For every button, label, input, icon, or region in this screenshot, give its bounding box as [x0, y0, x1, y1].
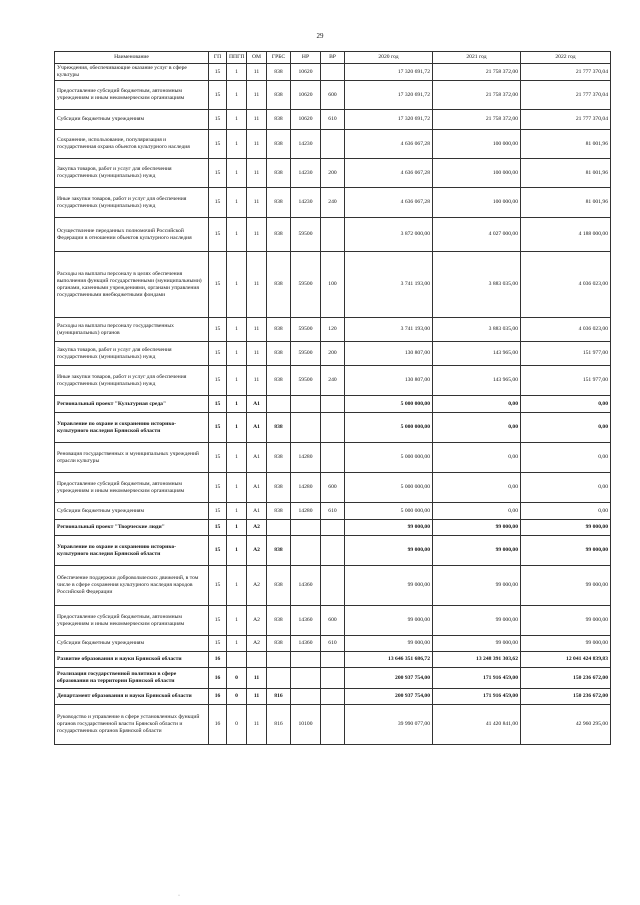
cell-grbs: 838 [267, 188, 291, 218]
cell-grbs [267, 520, 291, 536]
cell-nr: 14360 [291, 636, 321, 652]
cell-nr: 59500 [291, 366, 321, 396]
table-row [55, 64, 611, 81]
cell-om: A1 [247, 413, 267, 443]
cell-2022: 99 000,00 [521, 606, 611, 636]
cell-gp: 15 [209, 443, 227, 473]
cell-name: Управление по охране и сохранению историко-культурного наследия Брянской области [55, 413, 209, 443]
cell-name: Сохранение, использование, популяризация и государственная охрана объектов культурного наследия [55, 130, 209, 159]
cell-2022: 99 000,00 [521, 566, 611, 606]
cell-2020: 5 000 000,00 [345, 443, 433, 473]
cell-2022: 21 777 370,04 [521, 64, 611, 81]
cell-gp: 15 [209, 566, 227, 606]
table-row [55, 503, 611, 520]
table-row [55, 606, 611, 636]
cell-2020: 99 000,00 [345, 536, 433, 566]
cell-vr [321, 130, 345, 159]
cell-gp: 15 [209, 520, 227, 536]
table-row [55, 652, 611, 668]
cell-2020: 200 937 754,00 [345, 689, 433, 705]
cell-grbs: 838 [267, 130, 291, 159]
cell-gp: 15 [209, 318, 227, 342]
cell-2022: 4 036 023,00 [521, 252, 611, 318]
cell-2021: 99 000,00 [433, 536, 521, 566]
cell-2020: 99 000,00 [345, 606, 433, 636]
header-om: ОМ [247, 52, 267, 64]
cell-vr [321, 443, 345, 473]
cell-2022: 81 001,96 [521, 130, 611, 159]
cell-gp: 15 [209, 64, 227, 81]
table-row [55, 81, 611, 110]
cell-om: 11 [247, 318, 267, 342]
cell-ppgp: 1 [227, 81, 247, 110]
cell-nr: 10620 [291, 64, 321, 81]
cell-2021: 3 883 035,00 [433, 252, 521, 318]
cell-om: 11 [247, 218, 267, 252]
cell-ppgp: 0 [227, 668, 247, 689]
cell-ppgp: 1 [227, 252, 247, 318]
cell-name: Субсидии бюджетным учреждениям [55, 503, 209, 520]
cell-2021: 171 916 459,00 [433, 689, 521, 705]
cell-name: Закупка товаров, работ и услуг для обеспечения государственных (муниципальных) нужд [55, 342, 209, 366]
table-row [55, 342, 611, 366]
cell-2020: 17 320 691,72 [345, 110, 433, 130]
cell-ppgp: 1 [227, 342, 247, 366]
cell-grbs: 838 [267, 473, 291, 503]
cell-2020: 3 872 000,00 [345, 218, 433, 252]
cell-ppgp: 1 [227, 366, 247, 396]
cell-gp: 16 [209, 705, 227, 745]
cell-gp: 15 [209, 636, 227, 652]
cell-2022: 4 036 023,00 [521, 318, 611, 342]
cell-name: Реализация государственной политики в сфере образования на территории Брянской области [55, 668, 209, 689]
cell-gp: 16 [209, 689, 227, 705]
cell-2022: 0,00 [521, 473, 611, 503]
cell-2022: 21 777 370,04 [521, 110, 611, 130]
cell-nr: 59500 [291, 252, 321, 318]
cell-2021: 100 000,00 [433, 130, 521, 159]
cell-2022: 0,00 [521, 503, 611, 520]
cell-om: 11 [247, 81, 267, 110]
cell-name: Иные закупки товаров, работ и услуг для обеспечения государственных (муниципальных) нужд [55, 188, 209, 218]
cell-om: 11 [247, 689, 267, 705]
cell-name: Закупка товаров, работ и услуг для обеспечения государственных (муниципальных) нужд [55, 159, 209, 188]
cell-nr: 59500 [291, 318, 321, 342]
cell-ppgp: 1 [227, 473, 247, 503]
cell-2021: 13 248 391 303,62 [433, 652, 521, 668]
cell-2021: 41 420 841,00 [433, 705, 521, 745]
cell-2022: 81 001,96 [521, 188, 611, 218]
table-row [55, 318, 611, 342]
cell-grbs: 838 [267, 503, 291, 520]
header-grbs: ГРБС [267, 52, 291, 64]
cell-ppgp: 1 [227, 536, 247, 566]
cell-om: A2 [247, 636, 267, 652]
cell-2022: 151 977,00 [521, 342, 611, 366]
cell-nr: 10620 [291, 81, 321, 110]
cell-vr: 200 [321, 159, 345, 188]
cell-grbs: 838 [267, 536, 291, 566]
cell-name: Реновация государственных и муниципальных учреждений отрасли культуры [55, 443, 209, 473]
cell-grbs: 838 [267, 636, 291, 652]
header-vr: ВР [321, 52, 345, 64]
cell-om: 11 [247, 668, 267, 689]
header-2021: 2021 год [433, 52, 521, 64]
table-row [55, 110, 611, 130]
page-number: 29 [316, 32, 324, 40]
cell-name: Учреждения, обеспечивающие оказание услуг в сфере культуры [55, 64, 209, 81]
table-row [55, 668, 611, 689]
cell-nr: 14230 [291, 159, 321, 188]
table-row [55, 536, 611, 566]
cell-2021: 21 758 372,00 [433, 110, 521, 130]
cell-gp: 15 [209, 536, 227, 566]
cell-nr [291, 652, 321, 668]
header-name: Наименование [55, 52, 209, 64]
cell-grbs: 838 [267, 318, 291, 342]
cell-nr [291, 520, 321, 536]
cell-vr [321, 413, 345, 443]
cell-2022: 42 960 295,00 [521, 705, 611, 745]
cell-gp: 15 [209, 342, 227, 366]
cell-om: A2 [247, 536, 267, 566]
cell-grbs: 838 [267, 566, 291, 606]
cell-om: 11 [247, 159, 267, 188]
cell-2021: 99 000,00 [433, 636, 521, 652]
cell-2021: 4 027 000,00 [433, 218, 521, 252]
cell-name: Субсидии бюджетным учреждениям [55, 636, 209, 652]
cell-nr: 14280 [291, 443, 321, 473]
cell-2020: 5 000 000,00 [345, 396, 433, 413]
cell-2021: 100 000,00 [433, 188, 521, 218]
cell-2021: 0,00 [433, 503, 521, 520]
cell-grbs: 838 [267, 159, 291, 188]
cell-ppgp: 1 [227, 413, 247, 443]
cell-gp: 15 [209, 366, 227, 396]
cell-gp: 15 [209, 503, 227, 520]
cell-name: Иные закупки товаров, работ и услуг для обеспечения государственных (муниципальных) нужд [55, 366, 209, 396]
cell-grbs: 838 [267, 64, 291, 81]
cell-2021: 21 758 372,00 [433, 64, 521, 81]
cell-vr [321, 396, 345, 413]
cell-ppgp: 1 [227, 566, 247, 606]
cell-name: Региональный проект "Культурная среда" [55, 396, 209, 413]
cell-om: 11 [247, 342, 267, 366]
cell-grbs: 838 [267, 366, 291, 396]
table-row [55, 520, 611, 536]
cell-2021: 99 000,00 [433, 566, 521, 606]
cell-nr: 14360 [291, 606, 321, 636]
cell-nr: 14280 [291, 503, 321, 520]
cell-2020: 13 646 351 686,72 [345, 652, 433, 668]
cell-gp: 16 [209, 652, 227, 668]
cell-gp: 15 [209, 606, 227, 636]
cell-om: 11 [247, 130, 267, 159]
cell-vr: 600 [321, 473, 345, 503]
cell-vr: 610 [321, 110, 345, 130]
cell-vr [321, 218, 345, 252]
cell-om: A1 [247, 396, 267, 413]
cell-vr: 240 [321, 366, 345, 396]
table-row [55, 705, 611, 745]
cell-om: A1 [247, 473, 267, 503]
table-row [55, 413, 611, 443]
cell-ppgp: 1 [227, 318, 247, 342]
cell-vr [321, 705, 345, 745]
cell-vr: 600 [321, 81, 345, 110]
cell-2022: 81 001,96 [521, 159, 611, 188]
cell-2020: 200 937 754,00 [345, 668, 433, 689]
cell-name: Осуществление переданных полномочий Российской Федерации в отношении объектов культурного наследия [55, 218, 209, 252]
cell-grbs: 838 [267, 443, 291, 473]
cell-name: Обеспечение поддержки добровольческих движений, в том числе в сфере сохранения культурного наследия народов Российской Федерации [55, 566, 209, 606]
cell-2022: 99 000,00 [521, 636, 611, 652]
cell-grbs [267, 668, 291, 689]
cell-grbs [267, 396, 291, 413]
cell-2022: 0,00 [521, 413, 611, 443]
scan-mark: · [178, 893, 180, 899]
cell-ppgp: 1 [227, 159, 247, 188]
cell-name: Предоставление субсидий бюджетным, автономным учреждениям и иным некоммерческим организациям [55, 473, 209, 503]
cell-name: Управление по охране и сохранению историко-культурного наследия Брянской области [55, 536, 209, 566]
cell-2022: 21 777 370,04 [521, 81, 611, 110]
cell-om: 11 [247, 64, 267, 81]
cell-name: Департамент образования и науки Брянской области [55, 689, 209, 705]
cell-2020: 3 741 193,00 [345, 252, 433, 318]
cell-2021: 143 965,00 [433, 342, 521, 366]
cell-ppgp: 1 [227, 443, 247, 473]
table-header-row [55, 52, 611, 64]
cell-nr: 10100 [291, 705, 321, 745]
cell-vr: 200 [321, 342, 345, 366]
cell-vr [321, 520, 345, 536]
header-ppgp: ППГП [227, 52, 247, 64]
cell-2020: 5 000 000,00 [345, 503, 433, 520]
cell-2021: 99 000,00 [433, 520, 521, 536]
cell-grbs: 816 [267, 705, 291, 745]
cell-2022: 4 188 000,00 [521, 218, 611, 252]
cell-grbs: 838 [267, 342, 291, 366]
cell-name: Предоставление субсидий бюджетным, автономным учреждениям и иным некоммерческим организациям [55, 606, 209, 636]
cell-2020: 4 636 067,28 [345, 130, 433, 159]
cell-ppgp: 1 [227, 130, 247, 159]
cell-name: Предоставление субсидий бюджетным, автономным учреждениям и иным некоммерческим организациям [55, 81, 209, 110]
table-row [55, 188, 611, 218]
cell-grbs: 838 [267, 218, 291, 252]
table-row [55, 159, 611, 188]
cell-2022: 99 000,00 [521, 536, 611, 566]
cell-2020: 5 000 000,00 [345, 473, 433, 503]
table-row [55, 218, 611, 252]
cell-om: A1 [247, 503, 267, 520]
cell-gp: 15 [209, 252, 227, 318]
table-row [55, 366, 611, 396]
cell-ppgp: 1 [227, 636, 247, 652]
cell-nr: 14360 [291, 566, 321, 606]
cell-2021: 171 916 459,00 [433, 668, 521, 689]
cell-ppgp [227, 652, 247, 668]
cell-om: 11 [247, 252, 267, 318]
cell-2022: 151 977,00 [521, 366, 611, 396]
cell-2020: 130 807,00 [345, 366, 433, 396]
cell-ppgp: 1 [227, 520, 247, 536]
cell-om: A2 [247, 566, 267, 606]
cell-2020: 17 320 691,72 [345, 64, 433, 81]
cell-name: Расходы на выплаты персоналу государственных (муниципальных) органов [55, 318, 209, 342]
cell-om: 11 [247, 705, 267, 745]
cell-2022: 0,00 [521, 396, 611, 413]
table-row [55, 473, 611, 503]
cell-2021: 143 965,00 [433, 366, 521, 396]
cell-vr: 600 [321, 606, 345, 636]
cell-vr: 120 [321, 318, 345, 342]
cell-2020: 4 636 067,28 [345, 188, 433, 218]
cell-gp: 15 [209, 188, 227, 218]
cell-2021: 0,00 [433, 443, 521, 473]
cell-nr [291, 689, 321, 705]
cell-nr: 14230 [291, 130, 321, 159]
cell-gp: 15 [209, 159, 227, 188]
cell-ppgp: 1 [227, 188, 247, 218]
cell-om: 11 [247, 188, 267, 218]
cell-gp: 15 [209, 81, 227, 110]
cell-vr [321, 668, 345, 689]
cell-name: Расходы на выплаты персоналу в целях обеспечения выполнения функций государственными (муниципальными) органами, казенными учреждениями, органами управления государственными внебюджетными фондами [55, 252, 209, 318]
cell-2020: 99 000,00 [345, 520, 433, 536]
cell-ppgp: 1 [227, 110, 247, 130]
cell-2020: 3 741 193,00 [345, 318, 433, 342]
cell-2022: 150 236 672,00 [521, 668, 611, 689]
cell-gp: 16 [209, 668, 227, 689]
cell-nr [291, 396, 321, 413]
cell-vr [321, 689, 345, 705]
cell-vr [321, 536, 345, 566]
table-row [55, 396, 611, 413]
cell-nr: 59500 [291, 342, 321, 366]
cell-grbs [267, 652, 291, 668]
cell-om: A2 [247, 606, 267, 636]
cell-grbs: 838 [267, 252, 291, 318]
table-row [55, 566, 611, 606]
cell-nr [291, 536, 321, 566]
cell-name: Региональный проект "Творческие люди" [55, 520, 209, 536]
cell-2021: 0,00 [433, 473, 521, 503]
cell-2021: 21 758 372,00 [433, 81, 521, 110]
cell-2022: 99 000,00 [521, 520, 611, 536]
cell-nr: 14280 [291, 473, 321, 503]
cell-2020: 39 990 077,00 [345, 705, 433, 745]
cell-nr [291, 413, 321, 443]
cell-2022: 0,00 [521, 443, 611, 473]
cell-nr [291, 668, 321, 689]
cell-name: Субсидии бюджетным учреждениям [55, 110, 209, 130]
cell-2020: 5 000 000,00 [345, 413, 433, 443]
header-gp: ГП [209, 52, 227, 64]
cell-gp: 15 [209, 413, 227, 443]
cell-2020: 99 000,00 [345, 636, 433, 652]
cell-ppgp: 1 [227, 503, 247, 520]
cell-ppgp: 1 [227, 396, 247, 413]
cell-om: A1 [247, 443, 267, 473]
cell-vr [321, 566, 345, 606]
cell-nr: 14230 [291, 188, 321, 218]
cell-2021: 3 883 035,00 [433, 318, 521, 342]
cell-2020: 130 807,00 [345, 342, 433, 366]
header-2022: 2022 год [521, 52, 611, 64]
cell-vr: 610 [321, 503, 345, 520]
cell-gp: 15 [209, 396, 227, 413]
cell-ppgp: 0 [227, 689, 247, 705]
cell-grbs: 838 [267, 81, 291, 110]
cell-grbs: 838 [267, 606, 291, 636]
cell-2022: 150 236 672,00 [521, 689, 611, 705]
budget-table [54, 51, 611, 745]
cell-vr: 100 [321, 252, 345, 318]
table-row [55, 689, 611, 705]
cell-ppgp: 1 [227, 218, 247, 252]
cell-gp: 15 [209, 473, 227, 503]
cell-vr [321, 652, 345, 668]
cell-nr: 10620 [291, 110, 321, 130]
cell-ppgp: 0 [227, 705, 247, 745]
cell-ppgp: 1 [227, 64, 247, 81]
table-row [55, 130, 611, 159]
cell-2020: 4 636 067,28 [345, 159, 433, 188]
cell-gp: 15 [209, 110, 227, 130]
header-2020: 2020 год [345, 52, 433, 64]
cell-vr: 240 [321, 188, 345, 218]
cell-name: Руководство и управление в сфере установленных функций органов государственной власти Брянской области и государственных органов Брянской области [55, 705, 209, 745]
cell-2022: 12 041 424 839,83 [521, 652, 611, 668]
table-row [55, 252, 611, 318]
cell-name: Развитие образования и науки Брянской области [55, 652, 209, 668]
cell-2021: 100 000,00 [433, 159, 521, 188]
cell-2020: 17 320 691,72 [345, 81, 433, 110]
cell-2020: 99 000,00 [345, 566, 433, 606]
cell-grbs: 838 [267, 413, 291, 443]
cell-gp: 15 [209, 218, 227, 252]
cell-om: 11 [247, 366, 267, 396]
cell-om [247, 652, 267, 668]
table-row [55, 636, 611, 652]
cell-om: A2 [247, 520, 267, 536]
cell-vr: 610 [321, 636, 345, 652]
cell-gp: 15 [209, 130, 227, 159]
cell-grbs: 816 [267, 689, 291, 705]
cell-2021: 0,00 [433, 413, 521, 443]
table-row [55, 443, 611, 473]
cell-vr [321, 64, 345, 81]
cell-2021: 99 000,00 [433, 606, 521, 636]
cell-nr: 59500 [291, 218, 321, 252]
cell-ppgp: 1 [227, 606, 247, 636]
cell-om: 11 [247, 110, 267, 130]
cell-2021: 0,00 [433, 396, 521, 413]
header-nr: НР [291, 52, 321, 64]
cell-grbs: 838 [267, 110, 291, 130]
